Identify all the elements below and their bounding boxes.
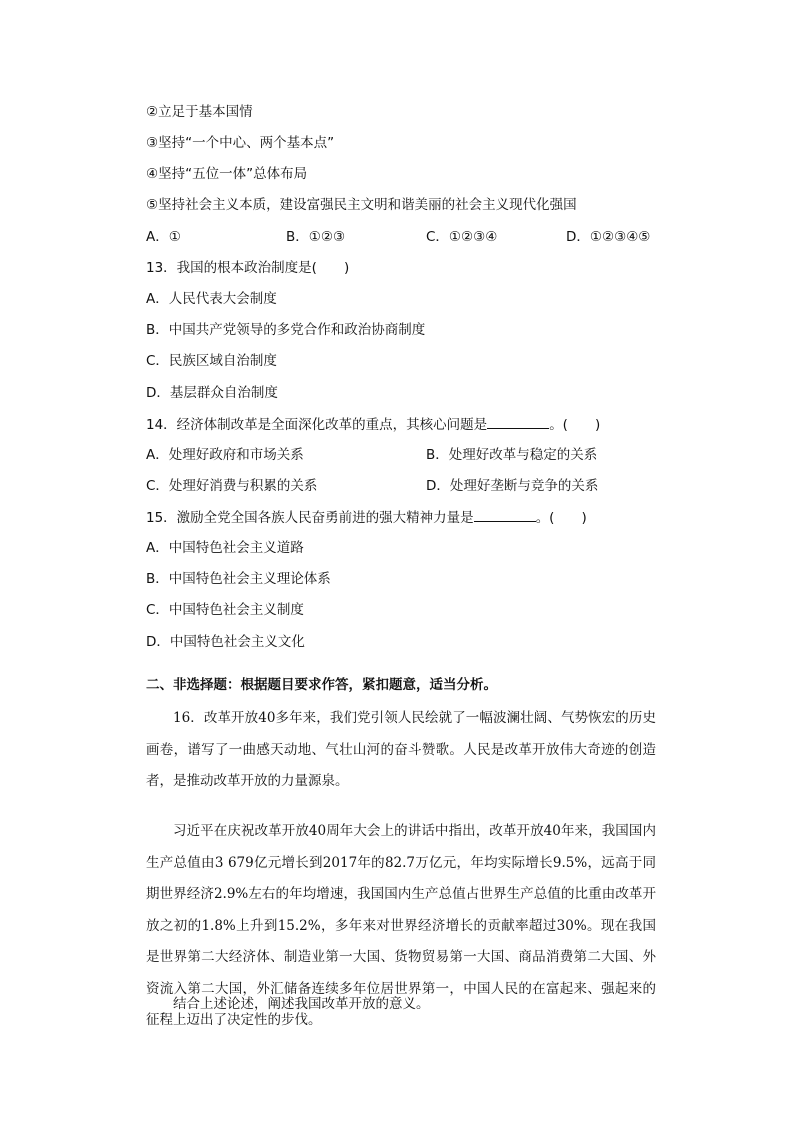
- q14-answer-blank: [487, 415, 549, 429]
- q15-option-b: B．中国特色社会主义理论体系: [146, 571, 331, 587]
- q16-paragraph-1: 16．改革开放40多年来，我们党引领人民绘就了一幅波澜壮阔、气势恢宏的历史画卷，谱写了一曲感天动地、气壮山河的奋斗赞歌。人民是改革开放伟大奇迹的创造者，是推动改革开放的力量源泉。: [146, 710, 656, 789]
- q15-option-d: D．中国特色社会主义文化: [146, 634, 305, 650]
- q12-option-c: C．①②③④: [426, 229, 498, 245]
- q13-option-d: D．基层群众自治制度: [146, 385, 278, 401]
- q15-stem: [146, 508, 587, 527]
- q12-option-a: A．①: [146, 229, 181, 245]
- q12-item-4: ④坚持“五位一体”总体布局: [146, 166, 308, 182]
- q15-answer-blank: [474, 508, 536, 522]
- q14-option-d: D．处理好垄断与竞争的关系: [426, 478, 599, 494]
- q13-option-b: B．中国共产党领导的多党合作和政治协商制度: [146, 322, 426, 338]
- q12-item-5: ⑤坚持社会主义本质，建设富强民主文明和谐美丽的社会主义现代化强国: [146, 197, 577, 213]
- q12-option-b: B．①②③: [286, 229, 346, 245]
- q16-question: 结合上述论述，阐述我国改革开放的意义。: [173, 996, 430, 1012]
- q14-stem-text: 14．经济体制改革是全面深化改革的重点，其核心问题是: [146, 417, 488, 433]
- q13-stem: 13．我国的根本政治制度是( ): [146, 260, 350, 276]
- q14-option-c: C．处理好消费与积累的关系: [146, 478, 318, 494]
- q15-stem-tail: 。( ): [535, 510, 587, 526]
- q14-option-a: A．处理好政府和市场关系: [146, 447, 304, 463]
- q16-paragraph-2: 习近平在庆祝改革开放40周年大会上的讲话中指出，改革开放40年来，我国国内生产总值由3 679亿元增长到2017年的82.7万亿元，年均实际增长9.5%，远高于同期世界经济2.9%左右的年均增速，我国国内生产总值占世界生产总值的比重由改革开放之初的1.8%上升到15.2%，多年来对世界经济增长的贡献率超过30%。现在我国是世界第二大经济体、制造业第一大国、货物贸易第一大国、商品消费第二大国、外资流入第二大国，外汇储备连续多年位居世界第一，中国人民的在富起来、强起来的征程上迈出了决定性的步伐。: [146, 823, 656, 1028]
- q15-option-a: A．中国特色社会主义道路: [146, 540, 304, 556]
- section-2-title: 二、非选择题：根据题目要求作答，紧扣题意，适当分析。: [146, 677, 497, 693]
- q15-stem-text: 15．激励全党全国各族人民奋勇前进的强大精神力量是: [146, 510, 474, 526]
- q13-option-a: A．人民代表大会制度: [146, 291, 277, 307]
- q12-option-d: D．①②③④⑤: [566, 229, 651, 245]
- q14-option-b: B．处理好改革与稳定的关系: [426, 447, 598, 463]
- q12-item-3: ③坚持“一个中心、两个基本点”: [146, 135, 335, 151]
- q13-option-c: C．民族区域自治制度: [146, 353, 277, 369]
- q14-stem: [146, 415, 600, 434]
- q14-stem-tail: 。( ): [549, 417, 601, 433]
- q12-item-2: ②立足于基本国情: [146, 104, 253, 120]
- q15-option-c: C．中国特色社会主义制度: [146, 602, 304, 618]
